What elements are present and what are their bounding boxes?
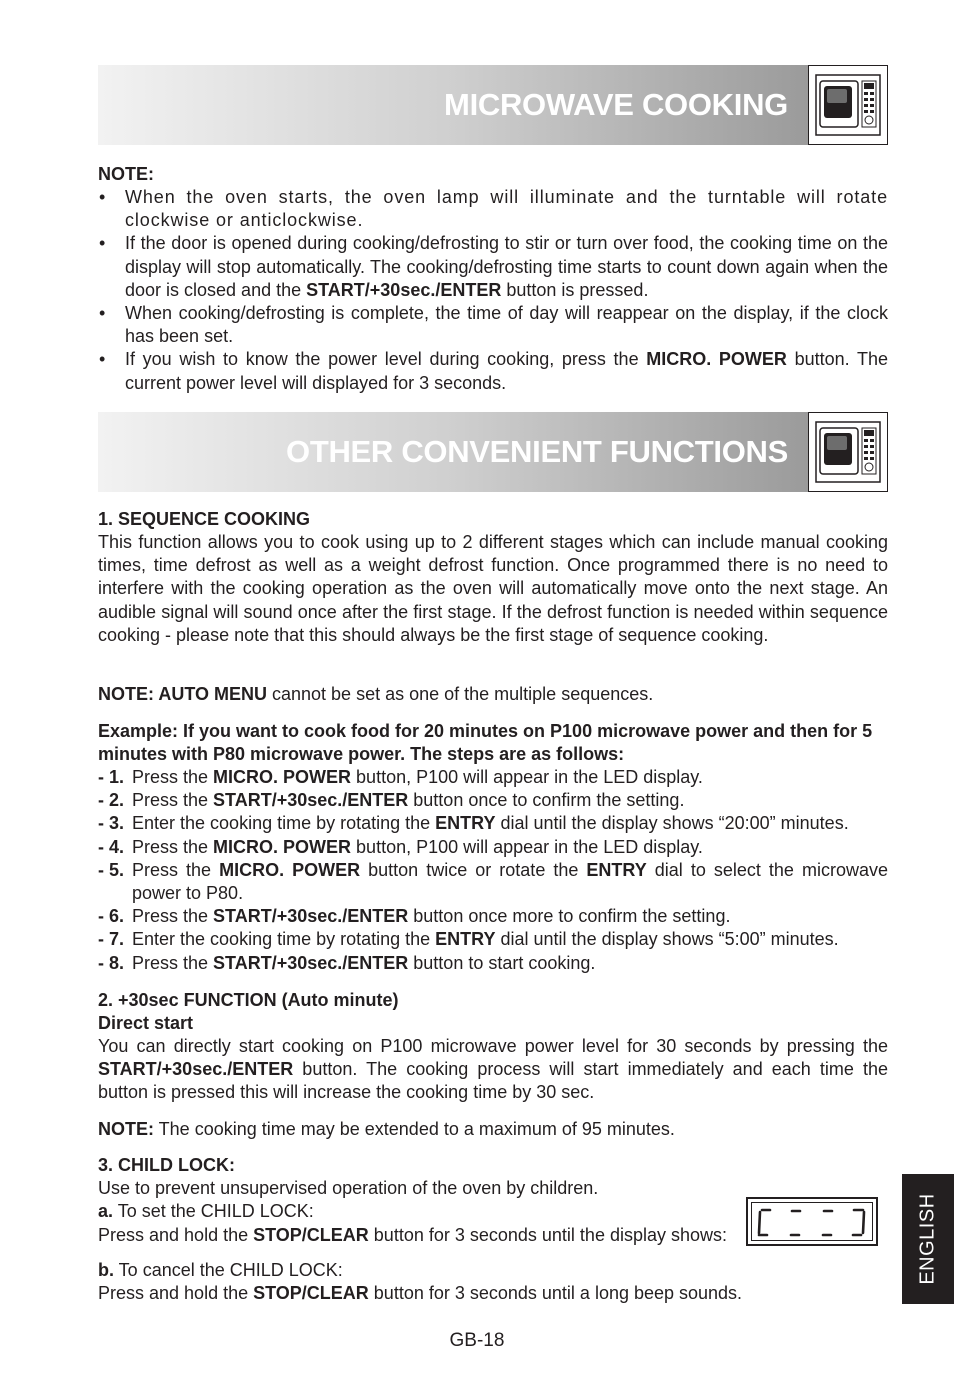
child-lock-heading: 3. CHILD LOCK: [98, 1155, 235, 1175]
child-lock-display-icon [752, 1203, 874, 1242]
auto-minute-heading: 2. +30sec FUNCTION (Auto minute) [98, 990, 399, 1010]
note-item: • If the door is opened during cooking/defrosting to stir or turn over food, the cooking time on the display will stop automatically. The cooking/defrosting time starts to count down again when the door is closed and the START/+30sec./ENTER button is pressed. [98, 232, 888, 302]
max-time-note: NOTE: The cooking time may be extended to a maximum of 95 minutes. [98, 1119, 675, 1139]
section-banner-microwave-cooking [98, 65, 888, 145]
note-list [98, 186, 888, 395]
child-lock-intro: Use to prevent unsupervised operation of the oven by children. [98, 1178, 599, 1198]
child-lock-cancel-instruction: Press and hold the STOP/CLEAR button for 3 seconds until a long beep sounds. [98, 1283, 743, 1303]
sequence-cooking-paragraph: This function allows you to cook using up to 2 different stages which can include manual cooking times, time defrost as well as a weight defrost function. Once programmed there is no need to interfere with the cooking operation as the oven will automatically move onto the next stage. An audible signal will sound once after the first stage. If the defrost function is needed within sequence cooking - please note that this should always be the first stage of sequence cooking. [98, 532, 888, 645]
sequence-steps [98, 766, 888, 975]
child-lock-set-instruction: Press and hold the STOP/CLEAR button for 3 seconds until the display shows: [98, 1225, 728, 1245]
note-item: • When cooking/defrosting is complete, the time of day will reappear on the display, if the clock has been set. [98, 302, 888, 348]
child-lock-set-label: a. To set the CHILD LOCK: [98, 1201, 314, 1221]
step-item: - 5. Press the MICRO. POWER button twice or rotate the ENTRY dial to select the microwave power to P80. [98, 859, 888, 904]
section-title: OTHER CONVENIENT FUNCTIONS [286, 434, 788, 469]
page-number: GB-18 [449, 1330, 505, 1351]
note-label: NOTE: [98, 164, 154, 184]
direct-start-subheading: Direct start [98, 1013, 194, 1033]
section-banner-other-functions [98, 412, 888, 492]
section-title: MICROWAVE COOKING [444, 87, 788, 122]
language-tab-label: ENGLISH [916, 1193, 939, 1285]
auto-minute-paragraph: You can directly start cooking on P100 microwave power level for 30 seconds by pressing the START/+30sec./ENTER button. The cooking process will start immediately and each time the button is pressed this will increase the cooking time by 30 sec. [98, 1036, 888, 1103]
note-item: • When the oven starts, the oven lamp will illuminate and the turntable will rotate clockwise or anticlockwise. [98, 186, 888, 232]
lcd-display [746, 1197, 878, 1246]
step-item: - 6. Press the START/+30sec./ENTER button once more to confirm the setting. [98, 906, 731, 927]
language-tab [902, 1174, 954, 1304]
note-item: • If you wish to know the power level during cooking, press the MICRO. POWER button. The current power level will displayed for 3 seconds. [98, 348, 888, 394]
step-item: - 1. Press the MICRO. POWER button, P100 will appear in the LED display. [98, 767, 703, 787]
step-item: - 7. Enter the cooking time by rotating the ENTRY dial until the display shows “5:00” minutes. [98, 929, 839, 950]
step-item: - 2. Press the START/+30sec./ENTER button once to confirm the setting. [98, 790, 685, 811]
child-lock-cancel-label: b. To cancel the CHILD LOCK: [98, 1260, 343, 1280]
microwave-icon [808, 65, 888, 145]
auto-menu-note: NOTE: AUTO MENU cannot be set as one of the multiple sequences. [98, 684, 654, 704]
sequence-cooking-heading: 1. SEQUENCE COOKING [98, 509, 311, 529]
step-item: - 3. Enter the cooking time by rotating the ENTRY dial until the display shows “20:00” minutes. [98, 813, 849, 834]
example-text: Example: If you want to cook food for 20 minutes on P100 microwave power and then for 5 minutes with P80 microwave power. The steps are as follows: [98, 721, 873, 765]
microwave-icon [808, 412, 888, 492]
step-item: - 8. Press the START/+30sec./ENTER button to start cooking. [98, 952, 596, 973]
step-item: - 4. Press the MICRO. POWER button, P100 will appear in the LED display. [98, 836, 703, 857]
